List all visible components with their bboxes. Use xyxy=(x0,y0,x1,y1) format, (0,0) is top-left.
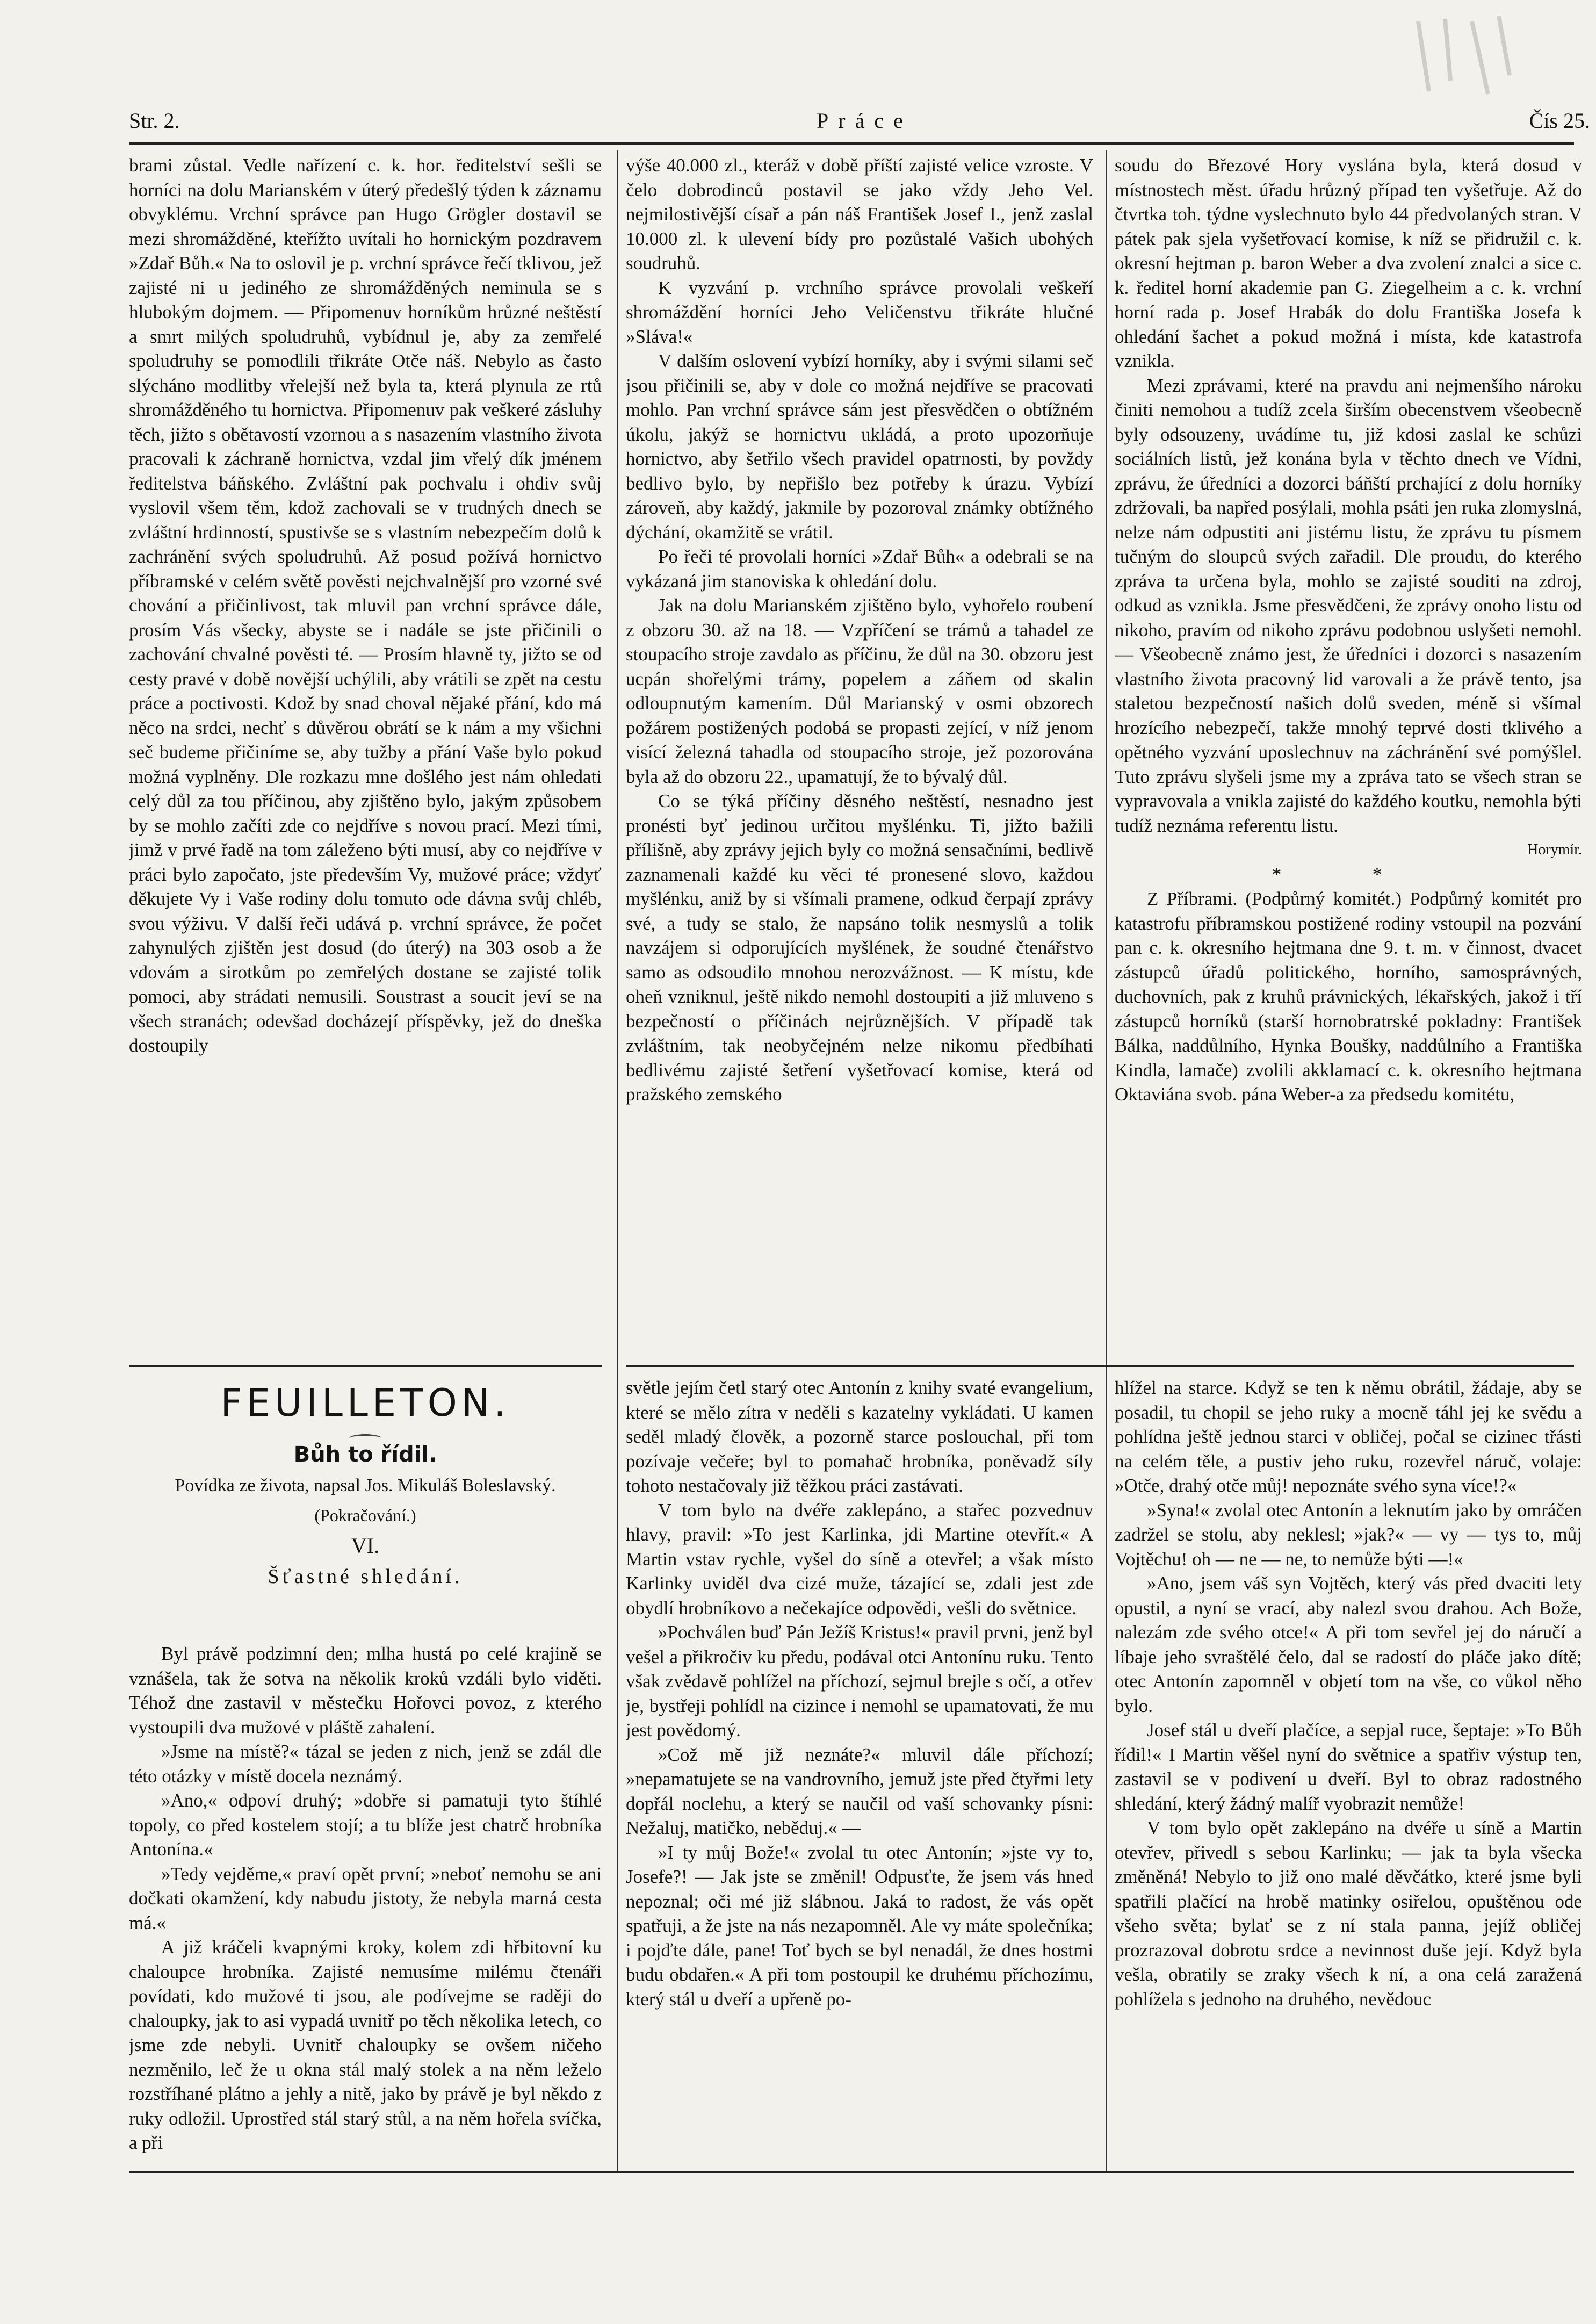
column-divider xyxy=(1106,150,1107,2171)
story-paragraph: hlížel na starce. Když se ten k němu obrátil, žádaje, aby se posadil, tu chopil se jeho ruky a mocně táhl jej ke svědu a pohlídna ještě jednou starci v obličej, počal se cizinec třásti na celém těle, a pustiv jeho ruku, rozevřel náruč, volaje: »Otče, drahý otče můj! nepoznáte svého syna více!?« xyxy=(1115,1377,1582,1496)
story-paragraph: »Ano, jsem váš syn Vojtěch, který vás před dvaciti lety opustil, a nyní se vrací, aby nalezl svou drahou. Ach Bože, nalezám zde svého otce!« A při tom sevřel jej do náručí a líbaje jeho svraštělé čelo, dal se radostí do pláče jako dítě; otec Antonín zapomněl v objetí tom na vše, co vůkol něho bylo. xyxy=(1115,1573,1582,1716)
article-paragraph: K vyzvání p. vrchního správce provolali veškeří shromáždění horníci Jeho Veličenstvu třikráte hlučné »Sláva!« xyxy=(626,277,1093,347)
section-separator: * * xyxy=(1272,863,1425,885)
story-paragraph: A již kráčeli kvapnými kroky, kolem zdi hřbitovní ku chaloupce hrobníka. Zajisté nemusíme milému čtenáři povídati, kdo mužové ti jsou, ale podívejme se raději do chaloupky, jak to asi vypadá uvnitř po těch několika letech, co jsme zde nebyli. Uvnitř chaloupky se ovšem ničeho nezměnilo, leč že u okna stál malý stolek a na něm leželo rozstříhané plátno a jehly a nitě, jako by právě je byl někdo z ruky odložil. Uprostřed stál starý stůl, a na něm hořela svíčka, a při xyxy=(129,1937,602,2153)
scan-artifact xyxy=(1407,16,1526,97)
story-paragraph: V tom bylo na dvéře zaklepáno, a stařec pozvednuv hlavy, pravil: »To jest Karlinka, jdi Martine otevřít.« A Martin vstav rychle, vyšel do síně a otevřel; a však místo Karlinky uviděl dva cizé muže, tázající se, zdali jest zde obydlí hrobníkovo a nečekajíce odpovědi, vešli do světnice. xyxy=(626,1499,1093,1618)
article-paragraph: brami zůstal. Vedle nařízení c. k. hor. ředitelství sešli se horníci na dolu Marianském v úterý předešlý týden k záznamu obvyklému. Vrchní správce pan Hugo Grögler dostavil se mezi shromážděné, kteřížto uvítali ho hornickým pozdravem »Zdař Bůh.« Na to oslovil je p. vrchní správce řečí tklivou, jež zajisté ni u jediného ze shromážděných neminula se s hlubokým dojmem. — Připomenuv horníkům hrůzné neštěstí a smrt milých spoludruhů, vybídnul je, aby za zemřelé spoludruhy se pomodlili třikráte Otče náš. Nebylo as často slýcháno modlitby vřelejší než byla ta, která plynula ze rtů shromážděného tu hornictva. Připomenuv pak veškeré zásluhy těch, jižto s obětavostí vzornou a s nasazením vlastního života pracovali k záchraně hornictva, vzdal jim vřelý dík jménem ředitelstva báňského. Zvláštní pak pochvalu i ohdiv svůj vyslovil všem těm, kdož zachovali se v trudných dnech se zvláštní hrdinností, spustivše se s vlastním nebezpečím dolů k zachránění svých spoludruhů. Až posud požívá hornictvo příbramské v celém světě pověsti nejchvalnější pro vzorné své chování a přičinlivost, tak mluvil pan vrchní správce dále, prosím Vás všecky, abyste se i nadále se jste přičinili o zachování chvalné pověsti té. — Prosím hlavně ty, jižto se od cesty pravé v době novější uchýlili, aby vrátili se zpět na cestu práce a poctivosti. Kdož by snad choval nějaké přání, kdo má něco na srdci, nechť s důvěrou obrátí se k nám a my všichni seč budeme přičiníme se, aby tužby a přání Vaše bylo pokud možná vyplněny. Dle rozkazu mne došlého jest nám ohledati celý důl za tou příčinou, aby zjištěno bylo, jakým způsobem by se mohlo začíti zde co nejdříve s novou prací. Mezi tími, jimž v prvé řadě na tom záleženo býti musí, aby co nejdříve v práci bylo započato, jste především Vy, mužové práce; vždyť děkujete Vy i Vaše rodiny dolu tomuto ode dávna svůj chléb, svou výživu. V další řeči udává p. vrchní správce, že počet zahynulých zjištěn jest dosud (do úterý) na 303 osob a že vdovám a sirotkům po zemřelých dostane se zajisté tolik pomoci, aby strádati nemusili. Soustrast a soucit jeví se na všech stranách; odevšad docházejí příspěvky, jež do dneška dostoupily xyxy=(129,155,602,1056)
story-paragraph: Byl právě podzimní den; mlha hustá po celé krajině se vznášela, tak že sotva na několik kroků vzdáli bylo viděti. Téhož dne zastavil v městečku Hořovci povoz, z kterého vystoupili dva mužové v pláště zahalení. xyxy=(129,1643,602,1738)
story-paragraph: »Jsme na místě?« tázal se jeden z nich, jenž se zdál dle této otázky v místě docela neznámý. xyxy=(129,1741,602,1787)
feuilleton-story-header xyxy=(129,1432,602,1588)
article-paragraph: V dalším oslovení vybízí horníky, aby i svými silami seč jsou přičinili se, aby v dole co možná nejdříve se pracovati mohlo. Pan vrchní správce sám jest přesvědčen o obtížném úkolu, jakýž se hornictvu ukládá, a proto upozorňuje hornictvo, aby šetřilo všech pravidel opatrnosti, by povždy bedlivo bylo, by nepřišlo bez potřeby k úrazu. Vybízí zároveň, aby každý, jakmile by pozoroval známky obtížného dýchání, okamžitě se vrátil. xyxy=(626,350,1093,543)
story-paragraph: Josef stál u dveří plačíce, a sepjal ruce, šeptaje: »To Bůh řídil!« I Martin věšel nyní do světnice a spatřiv výstup ten, zastavil se v podivení u dveří. Byl to obraz radostného shledání, který žádný malíř vyobrazit nemůže! xyxy=(1115,1719,1582,1814)
ornament xyxy=(349,1434,381,1442)
feuilleton-rule xyxy=(626,1365,1574,1367)
newspaper-title: Práce xyxy=(817,109,913,133)
story-paragraph: »Syna!« zvolal otec Antonín a leknutím jako by omráčen zadržel se stolu, aby neklesl; »jak?« — vy — tys to, můj Vojtěchu! oh — ne — ne, to nemůže býti —!« xyxy=(1115,1499,1582,1570)
story-paragraph: »I ty můj Bože!« zvolal tu otec Antonín; »jste vy to, Josefe?! — Jak jste se změnil! Odpusťte, že jsem vás hned nepoznal; oči mé již slábnou. Jaká to radost, že vás opět spatřuji, a že jste na nás nezapomněl. Ale vy máte společníka; i pojďte dále, pane! Toť bych se byl nenadál, že dnes hostmi budu obdařen.« A při tom postoupil ke druhému příchozímu, který stál u dveří a upřeně po- xyxy=(626,1841,1093,2010)
feuilleton-column-1 xyxy=(129,1642,602,2168)
story-paragraph: světle jejím četl starý otec Antonín z knihy svaté evangelium, které se mělo zítra v neděli s kazatelny vykládati. U kamen seděl mladý člověk, a pozorně starce poslouchal, při tom pozívaje večeře; byl to pomahač hrobníka, poněvadž síly tohoto nestačovaly již těžkou práci zastávati. xyxy=(626,1377,1093,1496)
story-paragraph: »Ano,« odpoví druhý; »dobře si pamatuji tyto štíhlé topoly, co před kostelem stojí; a tu blíže jest chatrč hrobníka Antonína.« xyxy=(129,1790,602,1860)
feuilleton-heading: FEUILLETON. xyxy=(220,1381,510,1425)
story-paragraph: »Což mě již neznáte?« mluvil dále příchozí; »nepamatujete se na vandrovního, jemuž jste před čtyřmi lety dopřál noclehu, a který se naučil od vaší schovanky písni: Nežaluj, matičko, neběduj.« — xyxy=(626,1744,1093,1838)
article-column-3 xyxy=(1115,153,1582,1357)
story-continuation: (Pokračování.) xyxy=(314,1506,416,1525)
chapter-number: VI. xyxy=(351,1534,380,1558)
article-paragraph: Mezi zprávami, které na pravdu ani nejmenšího nároku činiti nemohou a tudíž zcela širším obecenstvem všeobecně byly odsouzeny, uvádíme tu, již kdosi zaslal ke schůzi sociálních listů, jež konána byla v těchto dnech ve Vídni, zprávu, že úředníci a dozorci báňští prchající z dolu horníky zdržovali, ba napřed posýlali, mohla psáti jen ruka zlomyslná, nelze nám odpustiti ani jistému listu, že zprávu tu písmem tučným do sloupců svých zařadil. Dle proudu, do kterého zpráva ta určena byla, mohlo se zajisté souditi na zdroj, odkud as vznikla. Jsme přesvědčeni, že zprávy onoho listu od nikoho, pravím od nikoho zprávu podobnou uslyšeti nemohl. — Všeobecně známo jest, že úředníci i dozorci s nasazením vlastního života pracovný lid varovali a že právě tento, jsa staletou bezpečností našich dolů sveden, méně si všímal hrozícího nebezpečí, takže mnohý teprvé dosti tklivého a opětného vyzvání uposlechnuv na záchránění své pomýšlel. Tuto zprávu slyšeli jsme my a zpráva tato se všech stran se vypravovala a vnikla zajisté do každého koutku, nemohla býti tudíž neznáma referentu listu. xyxy=(1115,375,1582,836)
issue-number: Čís 25. xyxy=(1529,109,1590,133)
footer-rule xyxy=(129,2171,1574,2173)
article-column-2 xyxy=(626,153,1093,1357)
story-paragraph: »Pochválen buď Pán Ježíš Kristus!« pravil prvni, jenž byl vešel a přikročiv ku předu, podával otci Antonínu ruku. Tento však zvědavě pohlížel na příchozí, sejmul brejle s očí, a otřev je, bystřeji pohlídl na cizince i nemohl se upamatovati, že mu jest povědomý. xyxy=(626,1622,1093,1740)
article-paragraph: soudu do Březové Hory vyslána byla, která dosud v místnostech měst. úřadu hrůzný případ ten vyšetřuje. Až do čtvrtka toh. týdne vyslechnuto bylo 44 předvolaných stran. V pátek pak sjela vyšetřovací komise, k níž se přidružil c. k. okresní hejtman p. baron Weber a dva zvolení znalci a sice c. k. ředitel horní akademie pan G. Ziegelheim a c. k. vrchní horní rada p. Josef Hrabák do dolu Františka Josefa k ohledání šachet a pokud možná i místa, kde katastrofa vznikla. xyxy=(1115,155,1582,371)
feuilleton-column-3 xyxy=(1115,1376,1582,2168)
story-subtitle: Povídka ze života, napsal Jos. Mikuláš Boleslavský. xyxy=(175,1476,556,1495)
feuilleton-rule xyxy=(129,1365,602,1367)
page-header xyxy=(129,99,1590,142)
author-signature: Horymír. xyxy=(1527,841,1582,858)
story-title: Bůh to řídil. xyxy=(293,1442,437,1467)
page-number: Str. 2. xyxy=(129,109,180,133)
article-paragraph: Co se týká příčiny děsného neštěstí, nesnadno jest pronésti byť jedinou určitou myšlénku. Ti, jižto bažili přílišně, aby zprávy jejich byly co možná sensačními, bedlivě zaznamenali každé ku věci té pronesené slovo, každou myšlénku, aniž by si všímali pramene, odkud čerpají zprávy své, a tudy se stalo, že napsáno tolik nesmyslů a tolik navzájem si odporujících myšlének, že soudné čtenářstvo samo as odsoudilo mnohou nerozvážnost. — K místu, kde oheň vzniknul, ještě nikdo nemohl dostoupiti a již mluveno s bezpečností o příčinách nejrůznějších. V případě tak zvláštním, tak neobyčejném nelze nikomu předbíhati bedlivému zajisté šetření vyšetřovací komise, která od pražského zemského xyxy=(626,790,1093,1105)
article-paragraph: Po řeči té provolali horníci »Zdař Bůh« a odebrali se na vykázaná jim stanoviska k ohledání dolu. xyxy=(626,546,1093,592)
article-paragraph: výše 40.000 zl., kteráž v době příští zajisté velice vzroste. V čelo dobrodinců postavil se jako vždy Jeho Vel. nejmilostivější císař a pán náš František Josef I., jenž zaslal 10.000 zl. k ulevení bídy pro pozůstalé Vašich ubohých soudruhů. xyxy=(626,155,1093,274)
article-paragraph: Z Příbrami. (Podpůrný komitét.) Podpůrný komitét pro katastrofu příbramskou postižené rodiny vstoupil na pozvání pan c. k. okresního hejtmana dne 9. t. m. v činnost, dvacet zástupců úřadů politického, horního, samosprávných, duchovních, pak z kruhů právnických, lékařských, jakož i tří zástupců horníků (starší hornobratrské pokladny: František Bálka, naddůlního, Hynka Boušky, naddůlního a Františka Kindla, lamače) zvolili akklamací c. k. okresního hejtmana Oktaviána svob. pána Weber-a za předsedu komitétu, xyxy=(1115,888,1582,1105)
column-divider xyxy=(617,150,618,2171)
article-column-1 xyxy=(129,153,602,1357)
feuilleton-column-2 xyxy=(626,1376,1093,2168)
story-paragraph: »Tedy vejděme,« praví opět první; »neboť nemohu se ani dočkati okamžení, kdy nabudu jistoty, že nebyla marná cesta má.« xyxy=(129,1863,602,1933)
chapter-title: Šťastné shledání. xyxy=(268,1565,463,1588)
header-rule xyxy=(129,142,1574,145)
article-paragraph: Jak na dolu Marianském zjištěno bylo, vyhořelo roubení z obzoru 30. až na 18. — Vzpříčení se trámů a tahadel ze stoupacího stroje zavdalo as příčinu, že důl na 30. obzoru jest ucpán shořelými trámy, popelem a záňem od skalin odloupnutým kamením. Důl Marianský v osmi obzorech požárem postižených podobá se propasti zející, v níž jenom visící železná tahadla od stoupacího stroje, jež pozorována byla až do obzoru 22., upamatují, že to bývalý důl. xyxy=(626,595,1093,787)
story-paragraph: V tom bylo opět zaklepáno na dvéře u síně a Martin otevřev, přivedl s sebou Karlinku; — jak ta byla všecka změněná! Nebylo to již ono malé děvčátko, které jsme byli spatřili plačící na hrobě matinky osiřelou, opuštěnou ode všeho světa; bylať se z ní stala panna, jejíž obličej prozrazoval dobrotu srdce a nevinnost duše její. Když byla vešla, obratily se zraky všech k ní, a ona celá zaražená pohlížela s jednoho na druhého, nevědouc xyxy=(1115,1817,1582,2010)
